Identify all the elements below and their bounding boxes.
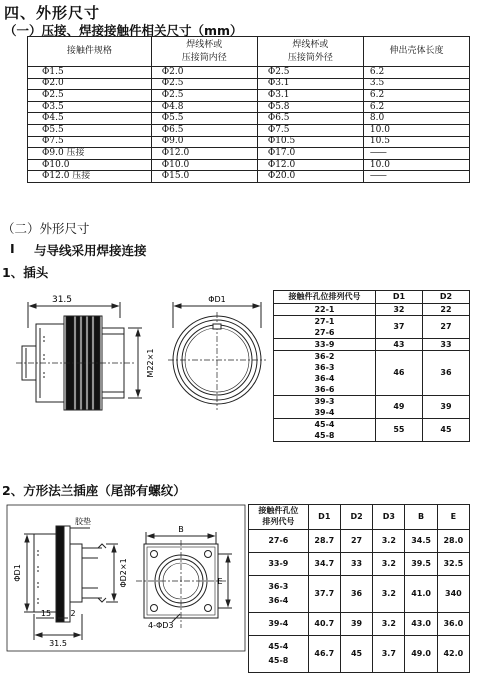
header-e: E xyxy=(437,505,469,530)
arrangement-code: 39-3 xyxy=(314,397,335,406)
table-cell: Φ4.5 xyxy=(28,113,152,125)
arrangement-codes-cell xyxy=(274,351,376,396)
table-row xyxy=(28,67,470,79)
table-cell: Φ3.1 xyxy=(257,90,363,102)
table-row xyxy=(249,530,470,553)
arrangement-codes-cell xyxy=(249,636,309,673)
table-cell: Φ3.1 xyxy=(257,78,363,90)
table-cell-d1: 46 xyxy=(375,351,422,396)
table-cell: Φ2.0 xyxy=(151,67,257,79)
dim-length-label: 31.5 xyxy=(51,295,73,305)
table-cell: Φ20.0 xyxy=(257,171,363,183)
table-cell: Φ4.8 xyxy=(151,101,257,113)
plug-side-view xyxy=(16,302,142,410)
table-cell-d2: 45 xyxy=(340,636,372,673)
table-cell: Φ6.5 xyxy=(257,113,363,125)
arrangement-codes-cell xyxy=(249,613,309,636)
table-row xyxy=(28,101,470,113)
table-cell: Φ5.5 xyxy=(151,113,257,125)
section-title: 四、外形尺寸 xyxy=(4,4,101,22)
table-row xyxy=(28,159,470,171)
table-cell-d3: 3.2 xyxy=(373,530,405,553)
header-arrangement-code: 接触件孔位排列代号 xyxy=(274,291,376,304)
table-cell-b: 41.0 xyxy=(405,576,437,613)
dim-2-label: 2 xyxy=(70,609,76,618)
table-cell: 6.2 xyxy=(363,67,469,79)
contact-dimensions-body xyxy=(28,67,470,183)
gasket-label: 胶垫 xyxy=(75,517,91,526)
flange-dimensions-body xyxy=(249,530,470,673)
table-cell-e: 32.5 xyxy=(437,553,469,576)
table-row xyxy=(28,124,470,136)
table-row xyxy=(28,78,470,90)
table-cell: Φ2.5 xyxy=(28,90,152,102)
arrangement-code: 36-3 xyxy=(268,582,289,591)
table-cell: Φ5.5 xyxy=(28,124,152,136)
table-row xyxy=(249,613,470,636)
arrangement-code: 45-8 xyxy=(268,656,289,665)
table-cell-e: 340 xyxy=(437,576,469,613)
header-contact-spec: 接触件规格 xyxy=(28,37,152,67)
table-cell: Φ17.0 xyxy=(257,148,363,160)
table-cell: Φ7.5 xyxy=(28,136,152,148)
table-cell: Φ12.0 xyxy=(257,159,363,171)
table-cell-d1: 43 xyxy=(375,339,422,351)
arrangement-codes-cell xyxy=(249,530,309,553)
table-row xyxy=(249,553,470,576)
table-cell-d2: 27 xyxy=(422,316,469,339)
plug-dimensions-body xyxy=(274,304,470,442)
table-row xyxy=(249,576,470,613)
contact-dimensions-table xyxy=(27,36,470,183)
flange-receptacle-drawing xyxy=(6,504,246,654)
table-cell: Φ10.5 xyxy=(257,136,363,148)
welding-connection-heading: 与导线采用焊接连接 xyxy=(34,243,147,258)
table-cell-d2: 36 xyxy=(422,351,469,396)
table-row xyxy=(274,304,470,316)
arrangement-code: 39-4 xyxy=(268,619,289,628)
subsection-title-dimensions: （一）压接、焊接接触件相关尺寸（mm） xyxy=(4,23,243,38)
table-header-row xyxy=(249,505,470,530)
table-cell: Φ15.0 xyxy=(151,171,257,183)
arrangement-code: 45-4 xyxy=(268,642,289,651)
table-row xyxy=(28,90,470,102)
table-cell-d3: 3.2 xyxy=(373,553,405,576)
table-cell: —— xyxy=(363,171,469,183)
table-row xyxy=(28,148,470,160)
table-cell: 6.2 xyxy=(363,101,469,113)
plug-front-view xyxy=(168,302,266,410)
dim-b-label: B xyxy=(178,525,184,534)
table-cell: Φ12.0 xyxy=(151,148,257,160)
table-cell-d1: 32 xyxy=(375,304,422,316)
table-cell-e: 36.0 xyxy=(437,613,469,636)
table-row xyxy=(274,419,470,442)
table-cell: 10.0 xyxy=(363,124,469,136)
arrangement-code: 39-4 xyxy=(314,408,335,417)
table-cell: —— xyxy=(363,148,469,160)
table-header-row xyxy=(274,291,470,304)
table-cell-d2: 39 xyxy=(422,396,469,419)
header-b: B xyxy=(405,505,437,530)
table-row xyxy=(274,316,470,339)
table-row xyxy=(274,351,470,396)
table-cell-d2: 33 xyxy=(422,339,469,351)
plug-heading: 1、插头 xyxy=(2,265,49,280)
table-cell: Φ5.8 xyxy=(257,101,363,113)
table-cell-b: 34.5 xyxy=(405,530,437,553)
table-cell: Φ6.5 xyxy=(151,124,257,136)
dim-15-label: 15 xyxy=(40,609,52,618)
table-cell-b: 49.0 xyxy=(405,636,437,673)
header-inner-diameter: 焊线杯或 压接筒内径 xyxy=(151,37,257,67)
table-cell-d3: 3.2 xyxy=(373,576,405,613)
arrangement-code: 36-4 xyxy=(314,374,335,383)
dim-thread-label: M22×1 xyxy=(146,348,155,378)
table-row xyxy=(28,136,470,148)
table-cell-d2: 22 xyxy=(422,304,469,316)
dim-holes-label: 4-ΦD3 xyxy=(148,621,174,630)
table-cell-d3: 3.7 xyxy=(373,636,405,673)
arrangement-code: 45-4 xyxy=(314,420,335,429)
table-cell-d2: 27 xyxy=(340,530,372,553)
header-outer-diameter: 焊线杯或 压接筒外径 xyxy=(257,37,363,67)
arrangement-codes-cell xyxy=(274,304,376,316)
dim-d1-label: ΦD1 xyxy=(13,564,22,582)
table-cell-e: 28.0 xyxy=(437,530,469,553)
arrangement-codes-cell xyxy=(274,419,376,442)
arrangement-codes-cell xyxy=(274,316,376,339)
table-cell: 3.5 xyxy=(363,78,469,90)
header-d1: D1 xyxy=(308,505,340,530)
table-cell: Φ10.0 xyxy=(28,159,152,171)
table-cell: Φ3.5 xyxy=(28,101,152,113)
dim-31-5-label: 31.5 xyxy=(49,639,67,648)
header-d3: D3 xyxy=(373,505,405,530)
table-cell: 10.0 xyxy=(363,159,469,171)
table-cell-d1: 37 xyxy=(375,316,422,339)
arrangement-codes-cell xyxy=(249,553,309,576)
arrangement-codes-cell xyxy=(274,339,376,351)
plug-dimensions-table xyxy=(273,290,470,442)
table-cell-d1: 37.7 xyxy=(308,576,340,613)
table-cell: Φ1.5 xyxy=(28,67,152,79)
table-cell-b: 43.0 xyxy=(405,613,437,636)
table-cell-d2: 39 xyxy=(340,613,372,636)
header-protrusion-length: 伸出壳体长度 xyxy=(363,37,469,67)
dim-e-label: E xyxy=(217,577,223,586)
table-cell: 8.0 xyxy=(363,113,469,125)
arrangement-code: 36-2 xyxy=(314,352,335,361)
table-row xyxy=(28,171,470,183)
table-cell-d1: 40.7 xyxy=(308,613,340,636)
table-cell-d2: 45 xyxy=(422,419,469,442)
roman-marker: Ⅰ xyxy=(10,241,15,256)
table-cell-d1: 55 xyxy=(375,419,422,442)
arrangement-code: 27-1 xyxy=(314,317,335,326)
table-cell-d2: 33 xyxy=(340,553,372,576)
table-cell: Φ7.5 xyxy=(257,124,363,136)
arrangement-code: 36-4 xyxy=(268,596,289,605)
table-cell-e: 42.0 xyxy=(437,636,469,673)
flange-dimensions-table xyxy=(248,504,470,673)
arrangement-code: 27-6 xyxy=(268,536,289,545)
flange-receptacle-heading: 2、方形法兰插座（尾部有螺纹） xyxy=(2,483,186,498)
table-row xyxy=(28,113,470,125)
table-row xyxy=(249,636,470,673)
table-cell-d1: 46.7 xyxy=(308,636,340,673)
arrangement-code: 36-3 xyxy=(314,363,335,372)
table-cell-b: 39.5 xyxy=(405,553,437,576)
table-row xyxy=(274,396,470,419)
arrangement-code: 27-6 xyxy=(314,328,335,337)
header-d1: D1 xyxy=(375,291,422,304)
table-cell: Φ2.0 xyxy=(28,78,152,90)
arrangement-codes-cell xyxy=(274,396,376,419)
table-header-row xyxy=(28,37,470,67)
arrangement-code: 33-9 xyxy=(314,340,335,349)
table-cell: Φ2.5 xyxy=(151,90,257,102)
table-cell: 6.2 xyxy=(363,90,469,102)
arrangement-code: 22-1 xyxy=(314,305,335,314)
table-cell: 10.5 xyxy=(363,136,469,148)
arrangement-codes-cell xyxy=(249,576,309,613)
table-cell-d1: 34.7 xyxy=(308,553,340,576)
header-arrangement-code: 接触件孔位 排列代号 xyxy=(249,505,309,530)
plug-drawing xyxy=(10,288,272,438)
table-cell: Φ2.5 xyxy=(151,78,257,90)
dim-d1-label: ΦD1 xyxy=(208,295,226,304)
table-cell: Φ9.0 压接 xyxy=(28,148,152,160)
arrangement-code: 36-6 xyxy=(314,385,335,394)
header-d2: D2 xyxy=(422,291,469,304)
table-cell: Φ9.0 xyxy=(151,136,257,148)
header-d2: D2 xyxy=(340,505,372,530)
table-cell-d1: 49 xyxy=(375,396,422,419)
table-cell-d3: 3.2 xyxy=(373,613,405,636)
table-cell-d2: 36 xyxy=(340,576,372,613)
table-row xyxy=(274,339,470,351)
table-cell-d1: 28.7 xyxy=(308,530,340,553)
dim-d2-label: ΦD2×1 xyxy=(119,558,128,588)
subsection-title-outline: （二）外形尺寸 xyxy=(2,221,90,236)
table-cell: Φ10.0 xyxy=(151,159,257,171)
arrangement-code: 45-8 xyxy=(314,431,335,440)
arrangement-code: 33-9 xyxy=(268,559,289,568)
table-cell: Φ12.0 压接 xyxy=(28,171,152,183)
table-cell: Φ2.5 xyxy=(257,67,363,79)
